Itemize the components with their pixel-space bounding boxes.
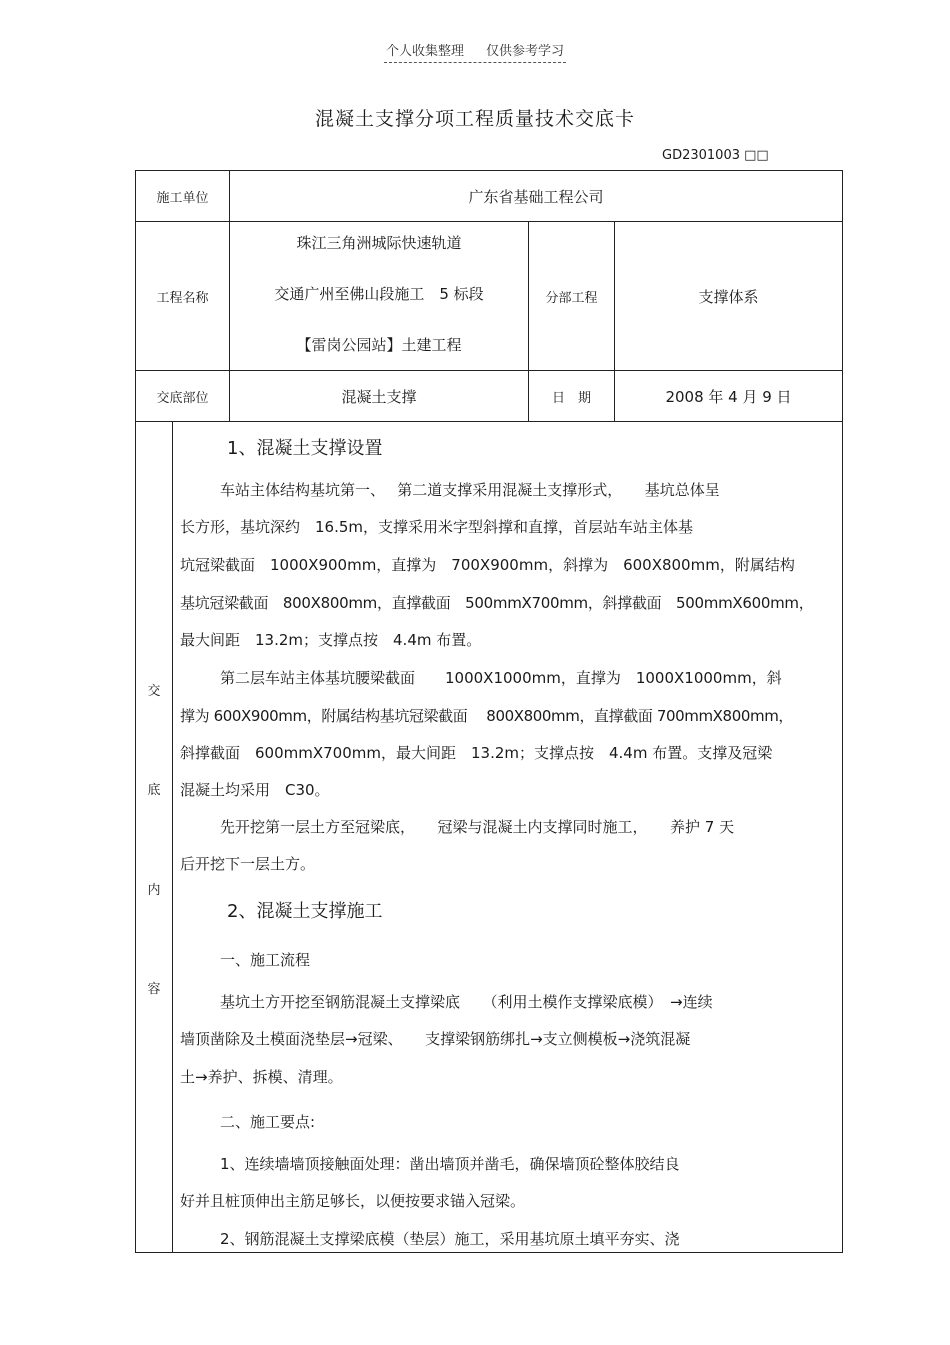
- paragraph-line: 撑为 600X900mm，附属结构基坑冠梁截面 800X800mm，直撑截面 700mmX800mm，: [180, 707, 794, 725]
- header-note: [0, 40, 950, 63]
- subproject-value: 支撑体系: [698, 287, 759, 306]
- part-value: 混凝土支撑: [341, 387, 417, 406]
- document-number: GD2301003 □□: [662, 148, 769, 163]
- project-line: 珠江三角洲城际快速轨道: [296, 234, 462, 252]
- subsection-title: 二、施工要点:: [220, 1113, 316, 1131]
- unit-value: 广东省基础工程公司: [468, 187, 604, 206]
- paragraph-line: 土→养护、拆模、清理。: [180, 1068, 343, 1086]
- content-label-char: 内: [147, 883, 161, 898]
- project-line: 【雷岗公园站】土建工程: [296, 336, 462, 354]
- subproject-label: 分部工程: [545, 290, 598, 306]
- content-label-char: 底: [147, 783, 161, 798]
- paragraph-line: 混凝土均采用 C30。: [180, 781, 330, 799]
- paragraph-line: 后开挖下一层土方。: [180, 855, 316, 873]
- header-note-right: 仅供参考学习: [486, 44, 565, 59]
- header-note-left: 个人收集整理: [385, 44, 464, 59]
- paragraph-line: 坑冠梁截面 1000X900mm，直撑为 700X900mm，斜撑为 600X800mm，附属结构: [180, 556, 795, 574]
- section-title: 2、混凝土支撑施工: [227, 901, 383, 922]
- paragraph-line: 1、连续墙墙顶接触面处理：凿出墙顶并凿毛，确保墙顶砼整体胶结良: [220, 1155, 680, 1173]
- paragraph-line: 2、钢筋混凝土支撑梁底模（垫层）施工，采用基坑原土填平夯实、浇: [220, 1230, 680, 1248]
- paragraph-line: 长方形，基坑深约 16.5m，支撑采用米字型斜撑和直撑，首层站车站主体基: [180, 518, 694, 536]
- date-value: 2008 年 4 月 9 日: [665, 387, 792, 406]
- paragraph-line: 基坑土方开挖至钢筋混凝土支撑梁底 （利用土模作支撑梁底模） →连续: [220, 993, 713, 1011]
- content-label-char: 交: [147, 684, 161, 699]
- project-label: 工程名称: [156, 290, 209, 306]
- page-title: 混凝土支撑分项工程质量技术交底卡: [314, 108, 635, 130]
- paragraph-line: 最大间距 13.2m；支撑点按 4.4m 布置。: [180, 631, 482, 649]
- part-label: 交底部位: [156, 390, 209, 406]
- subsection-title: 一、施工流程: [220, 951, 311, 969]
- paragraph-line: 基坑冠梁截面 800X800mm，直撑截面 500mmX700mm，斜撑截面 500mmX600mm，: [180, 594, 814, 612]
- unit-label: 施工单位: [156, 190, 209, 206]
- section-title: 1、混凝土支撑设置: [227, 438, 383, 459]
- paragraph-line: 好并且桩顶伸出主筋足够长，以便按要求锚入冠梁。: [180, 1192, 526, 1210]
- paragraph-line: 墙顶凿除及土模面浇垫层→冠梁、 支撑梁钢筋绑扎→支立侧模板→浇筑混凝: [180, 1030, 691, 1048]
- paragraph-line: 斜撑截面 600mmX700mm，最大间距 13.2m；支撑点按 4.4m 布置。支撑及冠梁: [180, 744, 773, 762]
- paragraph-line: 车站主体结构基坑第一、 第二道支撑采用混凝土支撑形式， 基坑总体呈: [220, 481, 720, 499]
- content-label-char: 容: [147, 982, 161, 997]
- paragraph-line: 第二层车站主体基坑腰梁截面 1000X1000mm，直撑为 1000X1000mm，斜: [220, 669, 782, 687]
- project-name: [230, 218, 528, 371]
- paragraph-line: 先开挖第一层土方至冠梁底， 冠梁与混凝土内支撑同时施工， 养护 7 天: [220, 818, 735, 836]
- date-label: 日 期: [551, 390, 591, 406]
- project-line: 交通广州至佛山段施工 5 标段: [274, 285, 484, 303]
